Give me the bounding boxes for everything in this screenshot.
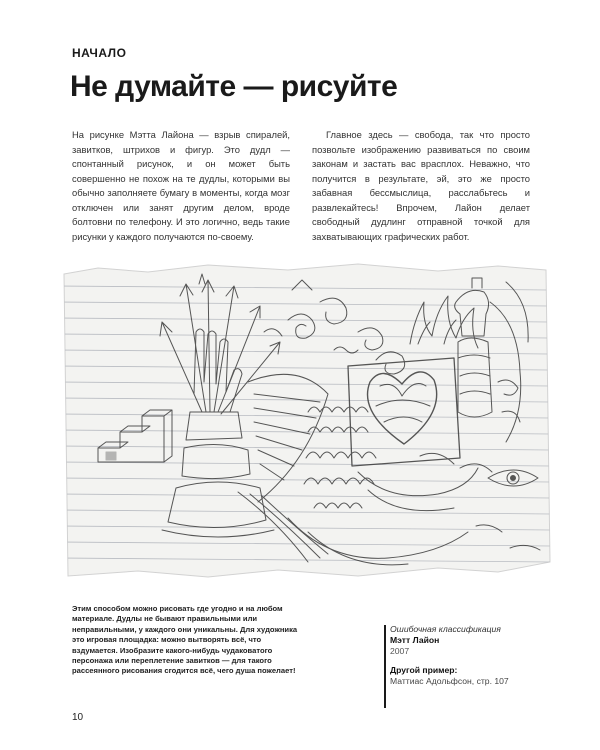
other-example-text: Маттиас Адольфсон, стр. 107 bbox=[390, 676, 509, 686]
section-label: НАЧАЛО bbox=[72, 46, 127, 60]
page-number: 10 bbox=[72, 712, 84, 723]
artwork-credit bbox=[384, 624, 554, 687]
paper-sheet bbox=[64, 264, 550, 577]
body-paragraph-1: На рисунке Мэтта Лайона — взрыв спиралей, завитков, штрихов и фигур. Это дудл — спонтанный рисунок, и он может быть совершенно не похож на те дудлы, которыми вы обычно заполняете бумагу в моменты, когда мозг отключен или занят другим делом, вроде болтовни по телефону. И это логично, ведь такие рисунки у каждого получаются по-своему. bbox=[72, 129, 290, 242]
artwork-author: Мэтт Лайон bbox=[390, 635, 440, 645]
caption-text: Этим способом можно рисовать где угодно и на любом материале. Дудлы не бывают правильными или неправильными, у каждого они уникальны. Для художника это игровая площадка: можно вытворять всё, что вздумается. Изобразите какого-нибудь чудаковатого персонажа или переплетение завитков — для такого рассеянного рисования сгодится всё, чего душа пожелает! bbox=[72, 604, 298, 676]
caption bbox=[72, 604, 302, 677]
doodle-illustration bbox=[58, 262, 552, 580]
artwork-year: 2007 bbox=[390, 646, 410, 656]
other-example-label: Другой пример: bbox=[390, 665, 458, 675]
page-title: Не думайте — рисуйте bbox=[70, 70, 398, 103]
artwork-title: Ошибочная классификация bbox=[390, 624, 501, 634]
body-column-1 bbox=[72, 128, 290, 244]
body-column-2 bbox=[312, 128, 530, 244]
body-paragraph-2: Главное здесь — свобода, так что просто позвольте изображению развиваться по своим законам и застать вас врасплох. Неважно, что получится в результате, эй, это же просто забавная бессмыслица, расслабьтесь и развлекайтесь! Впрочем, Лайон делает свободный дудлинг отправной точкой для захватывающих графических работ. bbox=[312, 129, 530, 242]
